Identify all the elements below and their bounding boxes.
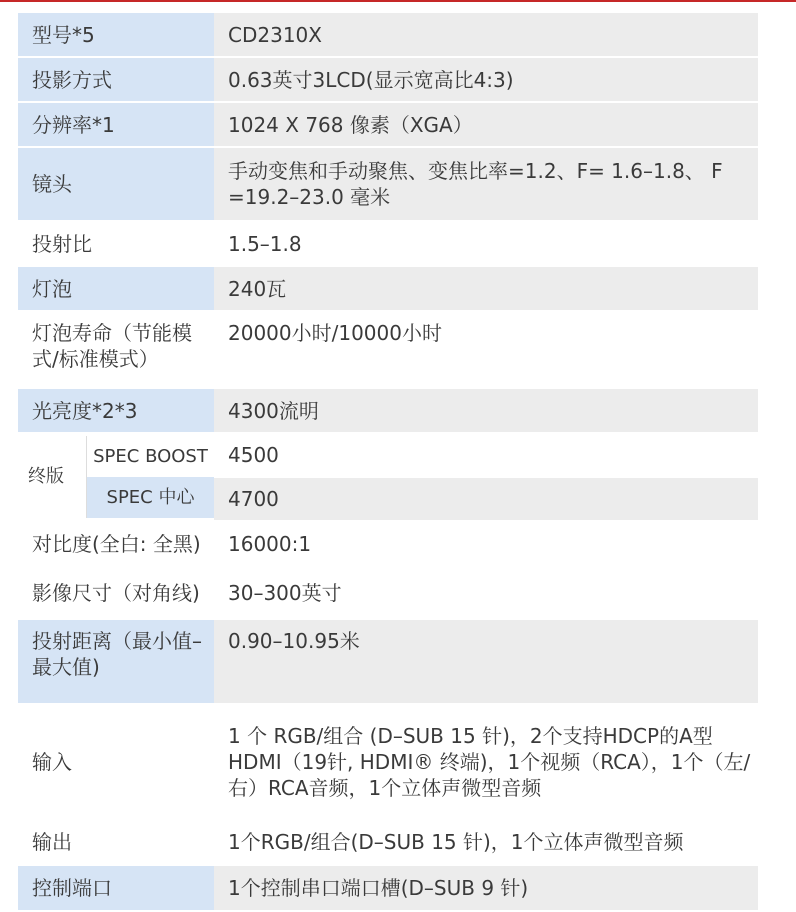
spec-row bbox=[18, 222, 758, 265]
spec-row bbox=[18, 148, 758, 220]
spec-label: 控制端口 bbox=[18, 866, 214, 910]
spec-label: 分辨率*1 bbox=[18, 103, 214, 146]
spec-value: 0.90–10.95米 bbox=[214, 620, 758, 703]
spec-label: 型号*5 bbox=[18, 13, 214, 56]
spec-row bbox=[18, 389, 758, 432]
spec-row bbox=[18, 568, 758, 618]
spec-value: 30–300英寸 bbox=[214, 568, 758, 618]
spec-label: 灯泡寿命（节能模式/标准模式） bbox=[18, 312, 214, 387]
spec-label: 光亮度*2*3 bbox=[18, 389, 214, 432]
spec-row bbox=[18, 58, 758, 101]
spec-row bbox=[18, 103, 758, 146]
top-red-line bbox=[0, 0, 796, 2]
spec-label: 对比度(全白: 全黑) bbox=[18, 522, 214, 566]
spec-label: 影像尺寸（对角线) bbox=[18, 568, 214, 618]
spec-sublabel: SPEC BOOST bbox=[87, 436, 214, 477]
spec-value: CD2310X bbox=[214, 13, 758, 56]
spec-row bbox=[18, 522, 758, 566]
spec-value: 1 个 RGB/组合 (D–SUB 15 针)，2个支持HDCP的A型HDMI（19针, HDMI® 终端)，1个视频（RCA），1个（左/右）RCA音频，1个立体声微型音频 bbox=[214, 705, 758, 818]
spec-label: 输入 bbox=[18, 705, 214, 818]
spec-label: 镜头 bbox=[18, 148, 214, 220]
spec-group-label: 终版 bbox=[28, 466, 64, 487]
spec-sublabel: SPEC 中心 bbox=[87, 477, 214, 518]
spec-value: 1个RGB/组合(D–SUB 15 针)，1个立体声微型音频 bbox=[214, 820, 758, 864]
spec-label: 投射比 bbox=[18, 222, 214, 265]
spec-label: 灯泡 bbox=[18, 267, 214, 310]
spec-value: 240瓦 bbox=[214, 267, 758, 310]
spec-value: 4700 bbox=[214, 478, 758, 520]
spec-value: 1.5–1.8 bbox=[214, 222, 758, 265]
spec-group-cell bbox=[18, 434, 214, 520]
spec-row bbox=[18, 705, 758, 818]
spec-value: 4500 bbox=[214, 434, 758, 476]
spec-table bbox=[18, 11, 758, 912]
spec-label: 输出 bbox=[18, 820, 214, 864]
spec-row bbox=[18, 434, 758, 476]
spec-row bbox=[18, 13, 758, 56]
spec-row bbox=[18, 820, 758, 864]
spec-row bbox=[18, 312, 758, 387]
spec-value: 1024 X 768 像素（XGA） bbox=[214, 103, 758, 146]
spec-value: 手动变焦和手动聚焦、变焦比率=1.2、F= 1.6–1.8、 F =19.2–23.0 毫米 bbox=[214, 148, 758, 220]
spec-row bbox=[18, 267, 758, 310]
spec-value: 20000小时/10000小时 bbox=[214, 312, 758, 387]
spec-value: 4300流明 bbox=[214, 389, 758, 432]
spec-value: 1个控制串口端口槽(D–SUB 9 针) bbox=[214, 866, 758, 910]
spec-value: 0.63英寸3LCD(显示宽高比4:3) bbox=[214, 58, 758, 101]
spec-row bbox=[18, 620, 758, 703]
spec-value: 16000:1 bbox=[214, 522, 758, 566]
spec-label: 投射距离（最小值–最大值) bbox=[18, 620, 214, 703]
spec-label: 投影方式 bbox=[18, 58, 214, 101]
spec-row bbox=[18, 866, 758, 910]
